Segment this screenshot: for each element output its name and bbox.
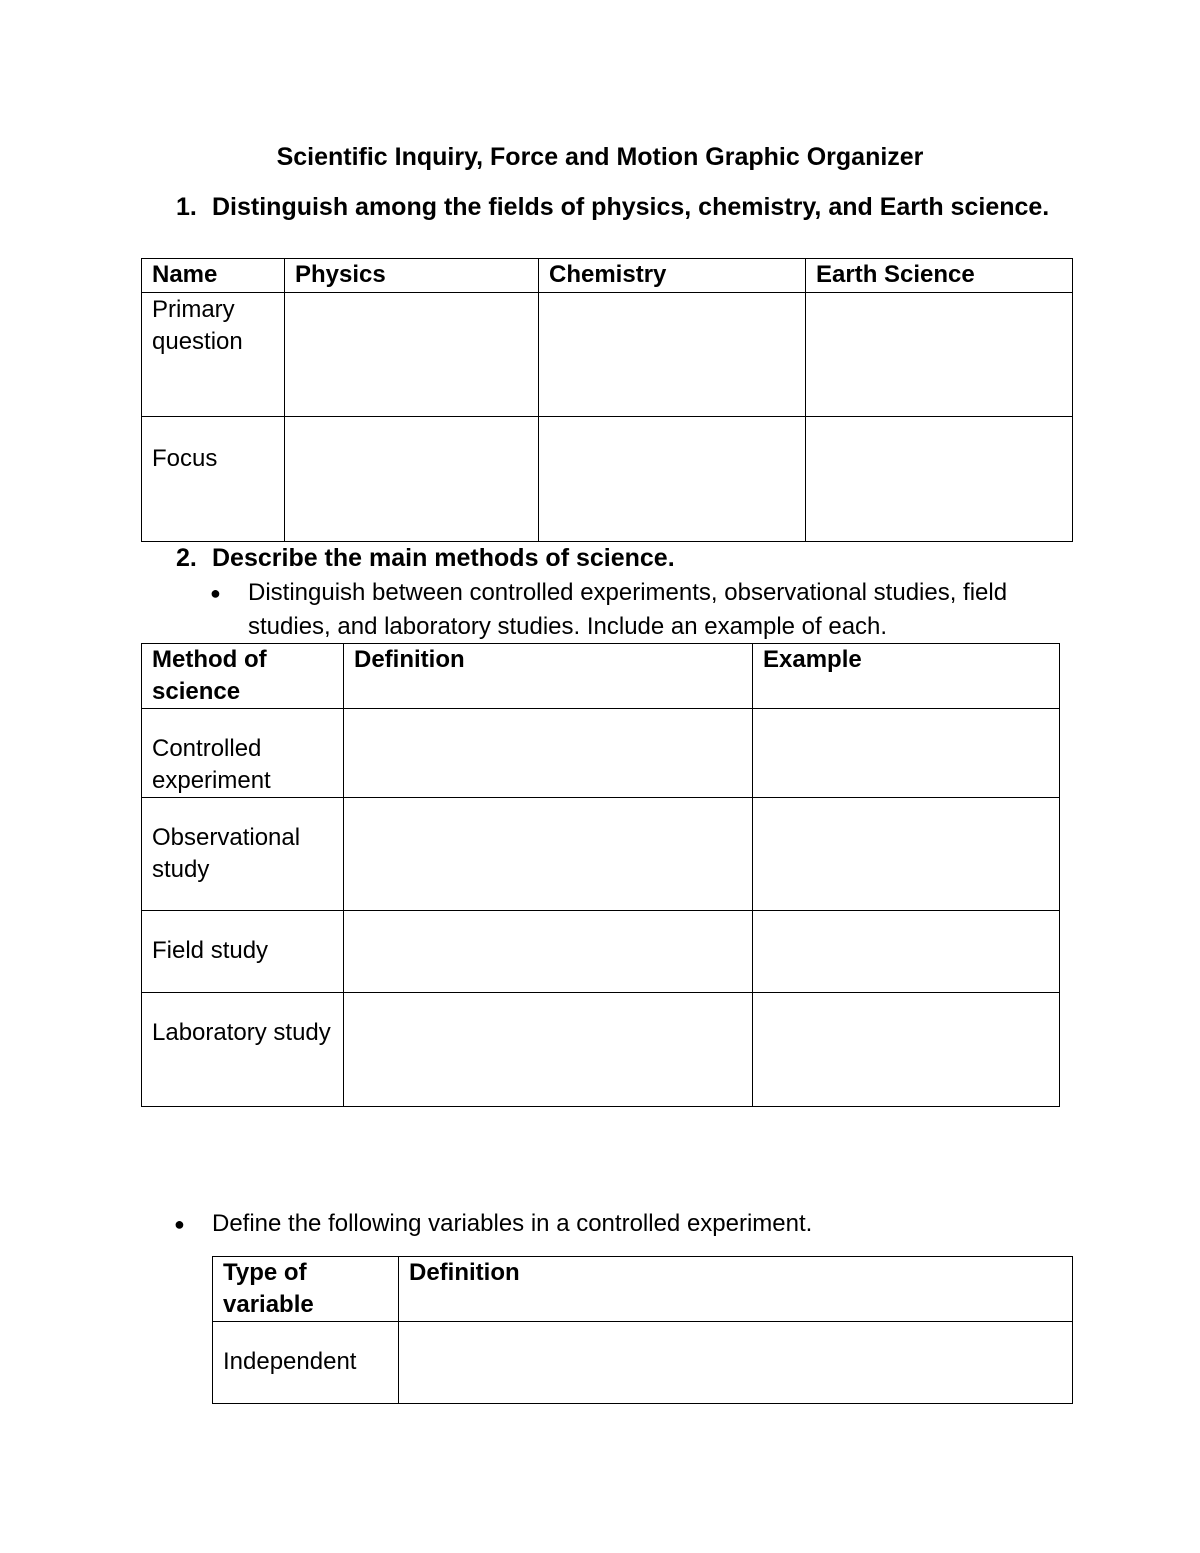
- answer-cell[interactable]: [344, 993, 753, 1107]
- answer-cell[interactable]: [344, 709, 753, 798]
- table-row: [142, 417, 1073, 542]
- question-2-number: 2.: [176, 544, 197, 572]
- bullet-icon: ●: [174, 1214, 185, 1234]
- table-row: [142, 293, 1073, 417]
- answer-cell[interactable]: [344, 911, 753, 993]
- table-row: [142, 911, 1060, 993]
- answer-cell[interactable]: [753, 798, 1060, 911]
- answer-cell[interactable]: [285, 417, 539, 542]
- question-1-text: Distinguish among the fields of physics, chemistry, and Earth science.: [212, 193, 1050, 221]
- row-label-controlled-experiment: Controlled experiment: [142, 709, 344, 798]
- header-definition: Definition: [344, 644, 753, 709]
- table-header-row: [142, 644, 1060, 709]
- question-1: [0, 190, 1200, 260]
- table-row: [142, 709, 1060, 798]
- header-earth-science: Earth Science: [806, 259, 1073, 293]
- row-label-observational-study: Observational study: [142, 798, 344, 911]
- answer-cell[interactable]: [539, 293, 806, 417]
- answer-cell[interactable]: [539, 417, 806, 542]
- table-row: [213, 1322, 1073, 1404]
- question-1-number: 1.: [176, 193, 197, 221]
- fields-table: [141, 258, 1073, 542]
- row-label-primary-question: Primary question: [142, 293, 285, 417]
- table-header-row: [213, 1257, 1073, 1322]
- header-example: Example: [753, 644, 1060, 709]
- methods-table: [141, 643, 1060, 1107]
- question-2-bullet: Distinguish between controlled experiments, observational studies, field studies, and laboratory studies. Include an example of each.: [248, 579, 1008, 640]
- header-physics: Physics: [285, 259, 539, 293]
- table-row: [142, 993, 1060, 1107]
- bullet-icon: ●: [210, 583, 221, 603]
- header-name: Name: [142, 259, 285, 293]
- question-2: [0, 541, 1200, 575]
- answer-cell[interactable]: [753, 709, 1060, 798]
- answer-cell[interactable]: [806, 293, 1073, 417]
- table-row: [142, 798, 1060, 911]
- question-2-text: Describe the main methods of science.: [212, 544, 675, 572]
- answer-cell[interactable]: [753, 993, 1060, 1107]
- header-chemistry: Chemistry: [539, 259, 806, 293]
- row-label-independent: Independent: [213, 1322, 399, 1404]
- header-definition: Definition: [399, 1257, 1073, 1322]
- answer-cell[interactable]: [344, 798, 753, 911]
- table-header-row: [142, 259, 1073, 293]
- row-label-laboratory-study: Laboratory study: [142, 993, 344, 1107]
- page-title: Scientific Inquiry, Force and Motion Graphic Organizer: [276, 143, 924, 171]
- answer-cell[interactable]: [806, 417, 1073, 542]
- answer-cell[interactable]: [753, 911, 1060, 993]
- header-type-of-variable: Type of variable: [213, 1257, 399, 1322]
- row-label-focus: Focus: [142, 417, 285, 542]
- answer-cell[interactable]: [285, 293, 539, 417]
- header-method-of-science: Method of science: [142, 644, 344, 709]
- row-label-field-study: Field study: [142, 911, 344, 993]
- variables-bullet: Define the following variables in a controlled experiment.: [212, 1210, 813, 1237]
- answer-cell[interactable]: [399, 1322, 1073, 1404]
- variables-table: [212, 1256, 1073, 1404]
